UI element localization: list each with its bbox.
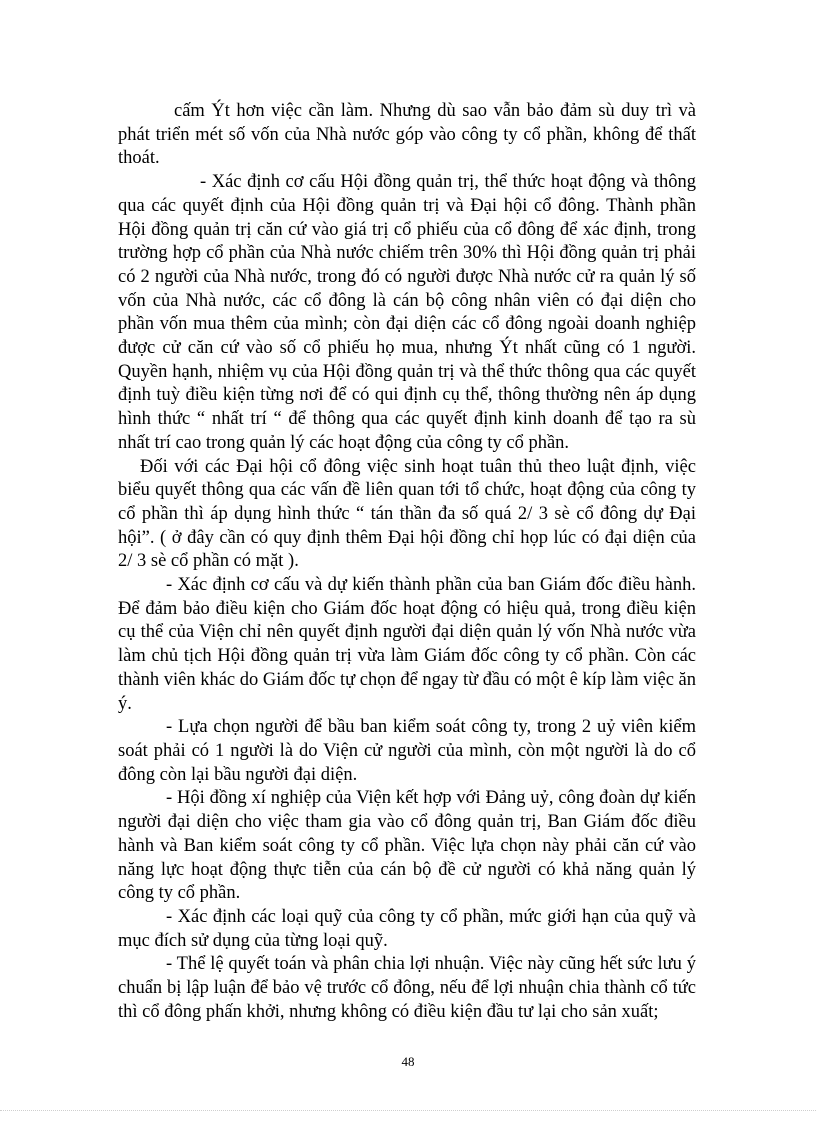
bottom-divider <box>0 1110 816 1111</box>
paragraph-shareholder-meeting: Đối với các Đại hội cổ đông việc sinh hoạt tuân thủ theo luật định, việc biểu quyết thông qua các vấn đề liên quan tới tổ chức, hoạt động của công ty cổ phần thì áp dụng hình thức “ tán thần đa số quá 2/ 3 sè cổ đông dự Đại hội”. ( ở đây cần có quy định thêm Đại hội đồng chỉ họp lúc có đại diện của 2/ 3 sè cổ phần có mặt ). <box>118 456 696 572</box>
paragraph-profit-distribution: - Thể lệ quyết toán và phân chia lợi nhuận. Việc này cũng hết sức lưu ý chuẩn bị lập luận để bảo vệ trước cổ đông, nếu để lợi nhuận chia thành cổ tức thì cổ đông phấn khởi, nhưng không có điều kiện đầu tư lại cho sản xuất; <box>118 954 696 1022</box>
paragraph-board-structure: - Xác định cơ cấu Hội đồng quản trị, thể thức hoạt động và thông qua các quyết định của Hội đồng quản trị và Đại hội cổ đông. Thành phần Hội đồng quản trị căn cứ vào giá trị cổ phiếu của cổ đông để xác định, trong trường hợp cổ phần của Nhà nước chiếm trên 30% thì Hội đồng quản trị phải có 2 người của Nhà nước, trong đó có người được Nhà nước cử ra quản lý số vốn của Nhà nước, các cổ đông là cán bộ công nhân viên có đại diện cho phần vốn mua thêm của mình; còn đại diện các cổ đông ngoài doanh nghiệp được cử căn cứ vào số cổ phiếu họ mua, nhưng Ýt nhất cũng có 1 người. Quyền hạnh, nhiệm vụ của Hội đồng quản trị và thể thức thông qua các quyết định tuỳ điều kiện từng nơi để có qui định cụ thể, thông thường nên áp dụng hình thức “ nhất trí “ để thông qua các quyết định kinh doanh để tạo ra sù nhất trí cao trong quản lý các hoạt động của công ty cổ phần. <box>118 172 696 453</box>
paragraph-supervisory-board: - Lựa chọn người để bầu ban kiểm soát công ty, trong 2 uỷ viên kiểm soát phải có 1 người là do Viện cử người của mình, còn một người là do cổ đông còn lại bầu người đại diện. <box>118 717 696 785</box>
paragraph-funds: - Xác định các loại quỹ của công ty cổ phần, mức giới hạn của quỹ và mục đích sử dụng của từng loại quỹ. <box>118 906 696 951</box>
paragraph-executive-board: - Xác định cơ cấu và dự kiến thành phần của ban Giám đốc điều hành. Để đảm bảo điều kiện cho Giám đốc hoạt động có hiệu quả, trong điều kiện cụ thể của Viện chỉ nên quyết định người đại diện quản lý vốn Nhà nước vừa làm chủ tịch Hội đồng quản trị vừa làm Giám đốc công ty cổ phần. Còn các thành viên khác do Giám đốc tự chọn để ngay từ đầu có một ê kíp làm việc ăn ý. <box>118 575 696 714</box>
body-text <box>118 100 696 1024</box>
paragraph-representatives: - Hội đồng xí nghiệp của Viện kết hợp với Đảng uỷ, công đoàn dự kiến người đại diện cho việc tham gia vào cổ đông quản trị, Ban Giám đốc điều hành và Ban kiểm soát công ty cổ phần. Việc lựa chọn này phải căn cứ vào năng lực hoạt động thực tiễn của cán bộ đề cử người có khả năng quản lý công ty cổ phần. <box>118 788 696 904</box>
page-number: 48 <box>401 1054 415 1069</box>
paragraph-continuation: cấm Ýt hơn việc cần làm. Nhưng dù sao vẫn bảo đảm sù duy trì và phát triển mét số vốn của Nhà nước góp vào công ty cổ phần, không để thất thoát. <box>118 101 696 169</box>
